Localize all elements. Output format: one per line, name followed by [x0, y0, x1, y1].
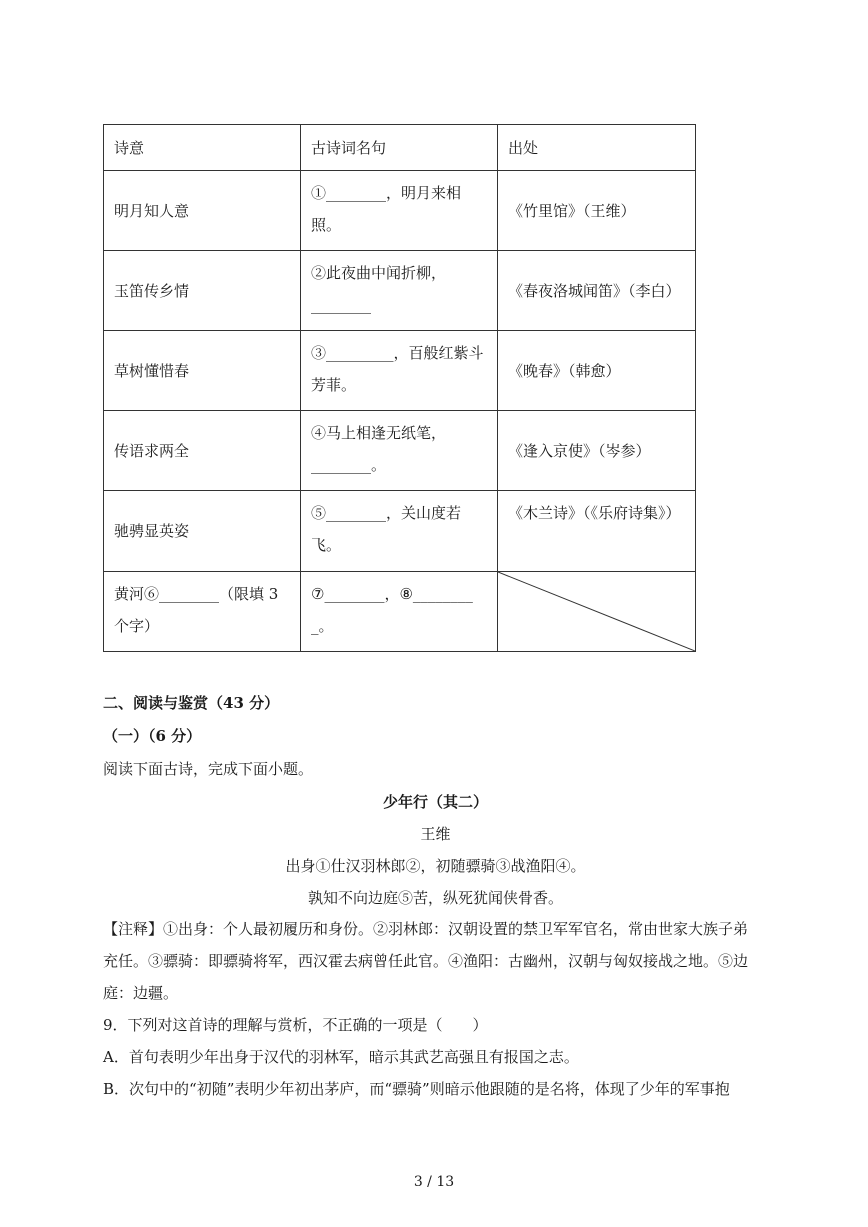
poem-line-1: 出身①仕汉羽林郎②，初随骠骑③战渔阳④。	[285, 857, 586, 875]
row-line-1: ④马上相逢无纸笔，	[311, 424, 447, 442]
header-line: 古诗词名句	[301, 125, 498, 171]
sub-heading: （一）（6 分）	[103, 727, 202, 745]
table-row	[104, 411, 696, 491]
row-line-1: ⑤________，关山度若飞。	[311, 504, 462, 554]
row-source: 《竹里馆》（王维）	[498, 171, 696, 251]
row-meaning	[104, 572, 301, 652]
row-source: 《春夜洛城闻笛》（李白）	[498, 251, 696, 331]
row-line	[301, 251, 498, 331]
row-source: 《晚春》（韩愈）	[498, 331, 696, 411]
poem-title: 少年行（其二）	[382, 793, 488, 811]
last-meaning-line-1: 黄河⑥________（限填 3	[114, 585, 279, 603]
last-line-1: ⑦________，⑧________	[311, 585, 473, 603]
row-source: 《逢入京使》（岑参）	[498, 411, 696, 491]
header-source: 出处	[498, 125, 696, 171]
table-row	[104, 491, 696, 572]
row-line-1: ③_________，百般红紫斗	[311, 344, 484, 362]
last-meaning-line-2: 个字）	[114, 617, 160, 635]
last-line-2: _。	[311, 617, 334, 635]
row-line	[301, 572, 498, 652]
table-header-row	[104, 125, 696, 171]
row-source: 《木兰诗》（《乐府诗集》）	[498, 491, 696, 572]
section-heading: 二、阅读与鉴赏（43 分）	[103, 694, 280, 712]
page-number: 3 / 13	[413, 1174, 455, 1190]
option-b: B．次句中的“初随”表明少年初出茅庐，而“骠骑”则暗示他跟随的是名将，体现了少年的军事抱	[103, 1080, 730, 1098]
note-line-1: 【注释】①出身：个人最初履历和身份。②羽林郎：汉朝设置的禁卫军军官名，常由世家大族子弟	[103, 920, 749, 938]
row-line-2: 芳菲。	[311, 376, 357, 394]
poem-author: 王维	[420, 825, 451, 843]
table-row-last	[104, 572, 696, 652]
row-line-1: ②此夜曲中闻折柳，	[311, 264, 447, 282]
row-meaning: 玉笛传乡情	[104, 251, 301, 331]
diagonal-cell	[498, 572, 696, 652]
table-row	[104, 171, 696, 251]
poem-line-2: 孰知不向边庭⑤苦，纵死犹闻侠骨香。	[307, 889, 563, 907]
row-meaning: 驰骋显英姿	[104, 491, 301, 572]
header-meaning: 诗意	[104, 125, 301, 171]
table-row	[104, 251, 696, 331]
poem-table	[103, 124, 696, 652]
row-line	[301, 411, 498, 491]
note-line-2: 充任。③骠骑：即骠骑将军，西汉霍去病曾任此官。④渔阳：古幽州，汉朝与匈奴接战之地。⑤边	[103, 952, 749, 970]
row-meaning: 传语求两全	[104, 411, 301, 491]
note-line-3: 庭：边疆。	[103, 984, 179, 1002]
row-line-1: ①________，明月来相照。	[311, 184, 462, 234]
row-line-2: ________。	[311, 456, 387, 474]
row-meaning: 草树懂惜春	[104, 331, 301, 411]
row-meaning: 明月知人意	[104, 171, 301, 251]
row-line	[301, 171, 498, 251]
question-9: 9．下列对这首诗的理解与赏析，不正确的一项是（ ）	[103, 1016, 488, 1034]
row-line	[301, 491, 498, 572]
row-line-2: ________	[311, 296, 371, 314]
row-line	[301, 331, 498, 411]
instruction: 阅读下面古诗，完成下面小题。	[103, 760, 314, 778]
table-row	[104, 331, 696, 411]
diagonal-line	[498, 572, 695, 651]
option-a: A．首句表明少年出身于汉代的羽林军，暗示其武艺高强且有报国之志。	[103, 1048, 579, 1066]
